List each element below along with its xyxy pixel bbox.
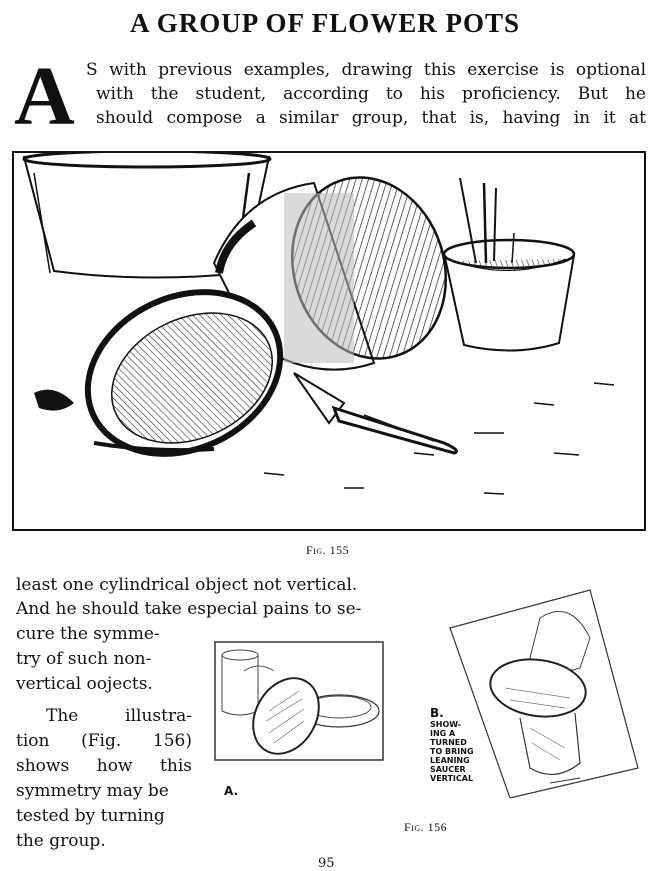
figure-156-label-b-line: LEANING [430,756,470,765]
figure-155-illustration [12,151,646,531]
page-title: A GROUP OF FLOWER POTS [129,8,521,38]
intro-line: should compose a similar group, that is, having in it at [96,108,646,128]
figure-156-label-b-line: SAUCER [430,765,466,774]
body-line: tested by turning [16,806,165,826]
body-line: try of such non- [16,649,152,669]
body-line: the group. [16,831,106,851]
body-line: tion (Fig. 156) [16,731,192,751]
body-line: least one cylindrical object not vertical. [16,575,358,595]
body-line: vertical oojects. [16,674,153,694]
figure-156-label-b-line: VERTICAL [430,774,474,783]
body-line: symmetry may be [16,781,169,801]
figure-156-label-b [430,706,510,783]
body-line: And he should take especial pains to se- [16,599,362,619]
intro-line: S with previous examples, drawing this exercise is optional [86,60,646,80]
page-number: 95 [318,856,335,871]
figure-156-label-b-title: B. [430,706,444,720]
drop-cap: A [14,50,75,143]
figure-156-label-a: A. [224,784,239,798]
figure-156-label-b-line: ING A [430,729,456,738]
figure-156-label-b-line: TURNED [430,738,467,747]
figure-156-label-b-line: SHOW- [430,720,462,729]
intro-line: with the student, according to his proficiency. But he [96,84,646,104]
body-line: shows how this [16,756,192,776]
body-line: cure the symme- [16,624,160,644]
body-line: The illustra- [46,706,192,726]
figure-156-caption: Fig. 156 [404,820,448,834]
figure-156-a-sketch [214,641,384,761]
figure-156-label-b-line: TO BRING [430,747,474,756]
figure-155-caption: Fig. 155 [306,543,350,557]
